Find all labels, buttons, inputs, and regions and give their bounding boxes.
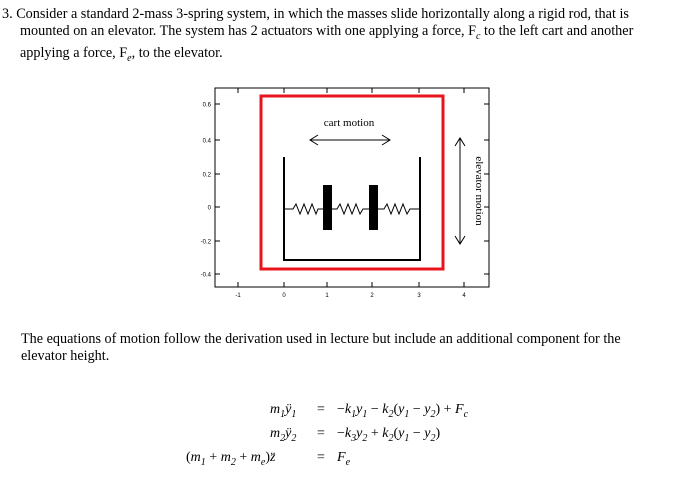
eq1-lhs: $m_1ÿ_1$ xyxy=(270,402,297,420)
eq2-equals: = xyxy=(317,426,325,441)
spring-1 xyxy=(285,204,323,214)
eq1-rhs: $-k_1y_1 - k_2(y_1 - y_2) + F_c$ xyxy=(337,402,469,420)
mass-2 xyxy=(369,185,378,230)
x-tick-label: 2 xyxy=(370,293,374,299)
y-tick-label: -0.2 xyxy=(200,239,211,246)
cart-motion-label: cart motion xyxy=(323,117,375,129)
y-tick-label: 0.2 xyxy=(202,172,211,179)
problem-line-2: mounted on an elevator. The system has 2 actuators with one applying a force, $F_c$ to the left cart and another xyxy=(20,23,634,42)
problem-line-1: Consider a standard 2-mass 3-spring system, in which the masses slide horizontally along a rigid rod, that is xyxy=(16,6,629,22)
mass-1 xyxy=(323,185,332,230)
eq3-equals: = xyxy=(317,450,325,465)
paragraph-2 xyxy=(21,331,667,365)
spring-2 xyxy=(332,204,369,214)
x-tick-label: 0 xyxy=(282,293,286,299)
eq1-equals: = xyxy=(317,402,325,417)
y-tick-label: 0.4 xyxy=(202,138,211,145)
spring-3 xyxy=(378,204,419,214)
x-tick-label: 4 xyxy=(462,293,466,299)
x-tick-label: -1 xyxy=(235,293,241,299)
paragraph-2-line-1: The equations of motion follow the derivation used in lecture but include an additional component for the xyxy=(21,331,621,347)
y-tick-label: 0.6 xyxy=(202,102,211,109)
eq3-lhs: ($m_1 + m_2$ + $m_e)z̈$ xyxy=(186,450,276,468)
problem-number: 3. xyxy=(2,6,13,22)
y-tick-label: -0.4 xyxy=(200,272,211,279)
eq2-rhs: $-k_3y_2 + k_2(y_1 - y_2)$ xyxy=(337,426,441,444)
x-tick-label: 3 xyxy=(417,293,421,299)
elevator-motion-label: elevator motion xyxy=(473,156,485,226)
x-tick-label: 1 xyxy=(325,293,329,299)
problem-line-3: applying a force, $F_e$, to the elevator. xyxy=(20,44,223,64)
rod-container xyxy=(284,157,420,260)
eq3-rhs: $F_e$ xyxy=(337,450,351,468)
paragraph-2-line-2: elevator height. xyxy=(21,348,110,364)
y-tick-label: 0 xyxy=(207,205,211,212)
eq2-lhs: $m_2ÿ_2$ xyxy=(270,426,297,444)
